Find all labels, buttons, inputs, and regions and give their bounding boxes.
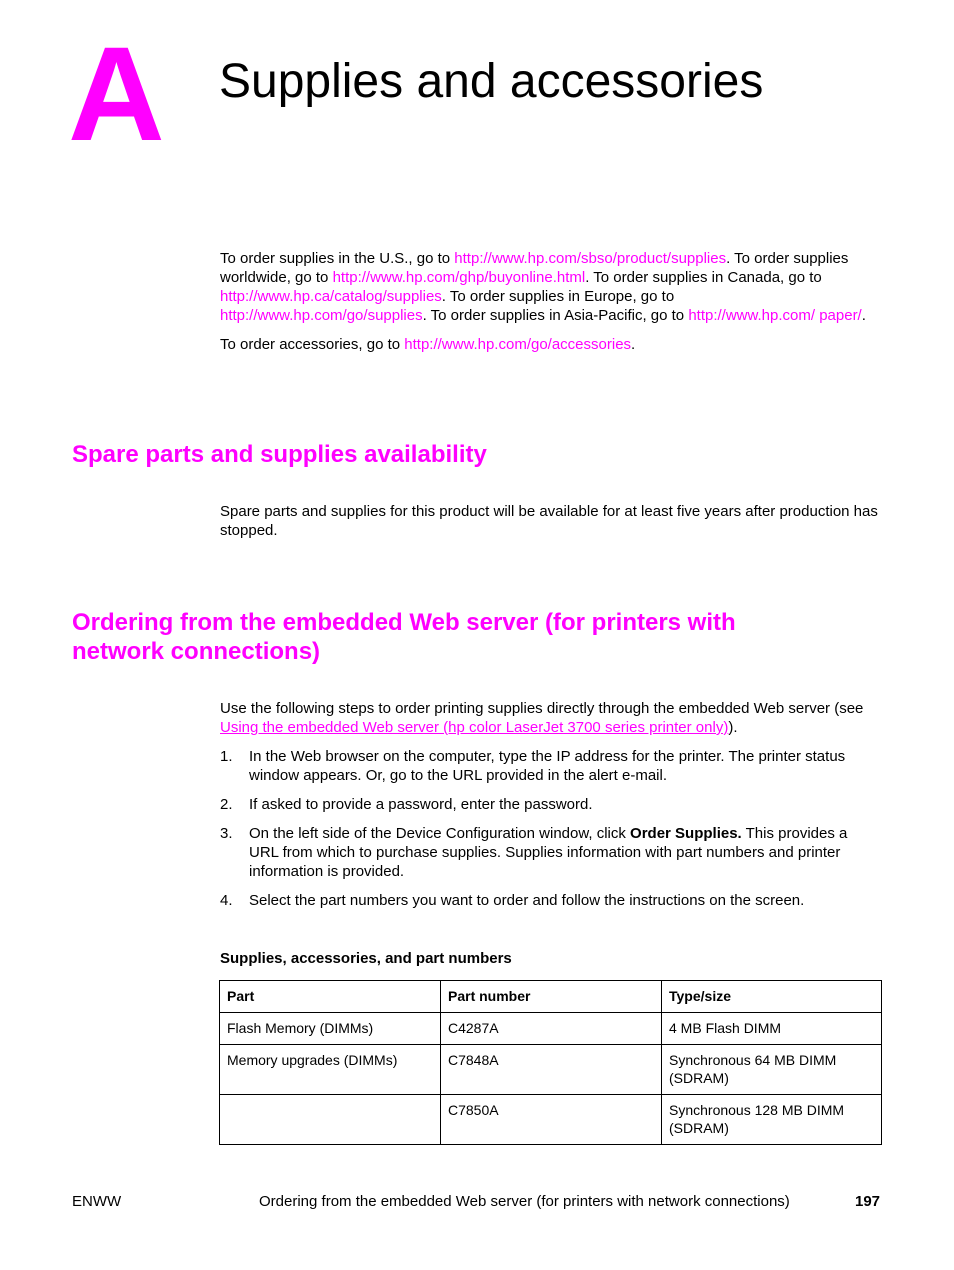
table-row <box>220 1045 882 1095</box>
chapter-title: Supplies and accessories <box>219 55 764 108</box>
availability-paragraph: Spare parts and supplies for this product will be available for at least five years after production has stopped. <box>220 503 878 539</box>
column-header-part: Part <box>220 981 441 1013</box>
step-item <box>220 824 880 881</box>
table-cell-part: Memory upgrades (DIMMs) <box>220 1045 441 1095</box>
table-caption: Supplies, accessories, and part numbers <box>220 950 512 967</box>
availability-text <box>220 502 880 540</box>
intro-paragraph-supplies <box>220 249 880 325</box>
table-cell-type-size: 4 MB Flash DIMM <box>662 1013 882 1045</box>
intro-text: . To order supplies worldwide, go to <box>220 250 849 286</box>
ordering-section <box>220 699 880 920</box>
table-header-row <box>220 981 882 1013</box>
page-number: 197 <box>855 1193 881 1210</box>
table-row <box>220 1095 882 1145</box>
link-worldwide-supplies[interactable]: http://www.hp.com/ghp/buyonline.html <box>332 269 586 286</box>
table-cell-part-number: C7850A <box>441 1095 662 1145</box>
intro-text: . To order supplies in Asia-Pacific, go to <box>422 307 689 324</box>
step-number: 4. <box>220 892 233 909</box>
intro-text: . To order supplies in Europe, go to <box>441 288 675 305</box>
step-item <box>220 795 880 814</box>
step-text: This provides a URL from which to purchase supplies. Supplies information with part numbers and printer information is provided. <box>249 825 848 880</box>
ordering-intro-text: ). <box>728 719 738 736</box>
step-item <box>220 747 880 785</box>
link-canada-supplies[interactable]: http://www.hp.ca/catalog/supplies <box>220 288 442 305</box>
footer-section-title: Ordering from the embedded Web server (for printers with network connections) <box>259 1193 790 1210</box>
table-cell-part-number: C4287A <box>441 1013 662 1045</box>
step-text: In the Web browser on the computer, type the IP address for the printer. The printer status window appears. Or, go to the URL provided in the alert e-mail. <box>249 748 846 784</box>
step-text: On the left side of the Device Configuration window, click <box>249 825 631 842</box>
link-europe-supplies[interactable]: http://www.hp.com/go/supplies <box>220 307 423 324</box>
section-heading-availability: Spare parts and supplies availability <box>72 441 487 468</box>
column-header-type-size: Type/size <box>662 981 882 1013</box>
ordering-steps-list <box>220 747 880 910</box>
ordering-intro <box>220 699 880 737</box>
intro-text: . <box>631 336 636 353</box>
chapter-letter: A <box>68 20 165 169</box>
section-heading-ordering: Ordering from the embedded Web server (for printers with network connections) <box>72 609 736 665</box>
step-number: 2. <box>220 796 233 813</box>
intro-section <box>220 249 880 354</box>
step-number: 3. <box>220 825 233 842</box>
link-us-supplies[interactable]: http://www.hp.com/sbso/product/supplies <box>454 250 727 267</box>
table-cell-part-number: C7848A <box>441 1045 662 1095</box>
step-item <box>220 891 880 910</box>
link-accessories[interactable]: http://www.hp.com/go/accessories <box>404 336 632 353</box>
table-cell-type-size: Synchronous 64 MB DIMM (SDRAM) <box>662 1045 882 1095</box>
table-cell-part <box>220 1095 441 1145</box>
parts-table <box>219 980 882 1145</box>
intro-paragraph-accessories <box>220 335 880 354</box>
intro-text: To order accessories, go to <box>220 336 405 353</box>
step-text: Select the part numbers you want to order and follow the instructions on the screen. <box>249 892 805 909</box>
step-number: 1. <box>220 748 233 765</box>
table-row <box>220 1013 882 1045</box>
intro-text: To order supplies in the U.S., go to <box>220 250 455 267</box>
footer-left: ENWW <box>72 1193 122 1210</box>
link-asia-pacific-paper[interactable]: http://www.hp.com/ paper/ <box>688 307 862 324</box>
column-header-part-number: Part number <box>441 981 662 1013</box>
link-using-embedded-web-server[interactable]: Using the embedded Web server (hp color LaserJet 3700 series printer only) <box>220 719 729 736</box>
step-text: If asked to provide a password, enter the password. <box>249 796 593 813</box>
intro-text: . To order supplies in Canada, go to <box>585 269 822 286</box>
order-supplies-label: Order Supplies. <box>630 825 742 842</box>
table-cell-type-size: Synchronous 128 MB DIMM (SDRAM) <box>662 1095 882 1145</box>
intro-text: . <box>861 307 866 324</box>
ordering-intro-text: Use the following steps to order printing supplies directly through the embedded Web server (see <box>220 700 864 717</box>
table-cell-part: Flash Memory (DIMMs) <box>220 1013 441 1045</box>
